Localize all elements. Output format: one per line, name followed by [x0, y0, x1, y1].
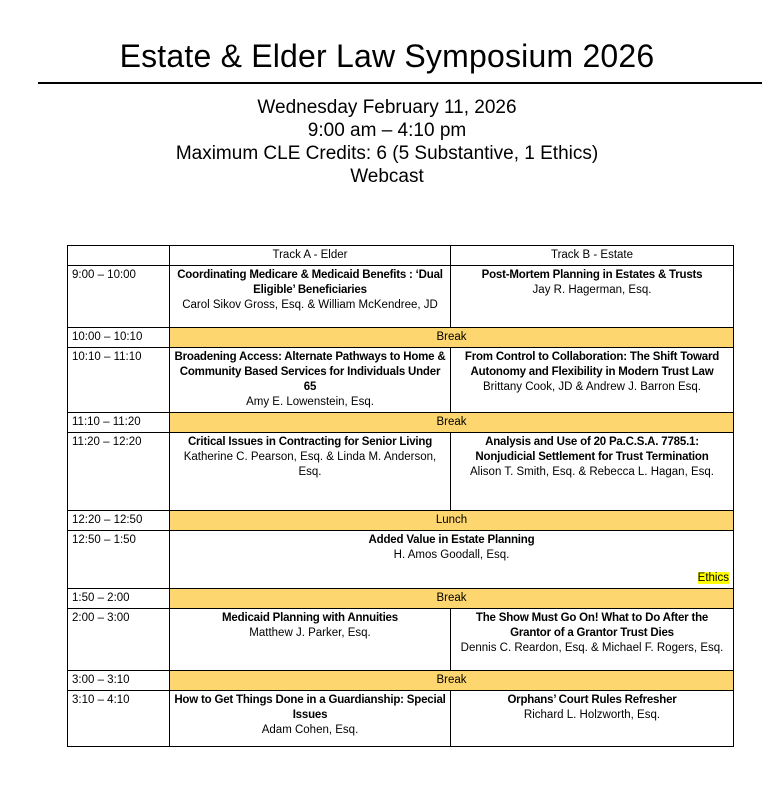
- session-title: The Show Must Go On! What to Do After the Grantor of a Grantor Trust Dies: [475, 612, 709, 639]
- session-track-a: [170, 266, 451, 328]
- time-header: [68, 246, 170, 266]
- time-slot: 9:00 – 10:00: [68, 266, 170, 328]
- table-row: [68, 691, 734, 747]
- time-slot: 1:50 – 2:00: [68, 589, 170, 609]
- title-divider: [38, 82, 762, 84]
- session-track-b: [451, 266, 734, 328]
- session-speaker: H. Amos Goodall, Esq.: [393, 549, 510, 561]
- cle-credits: Maximum CLE Credits: 6 (5 Substantive, 1 Ethics): [175, 143, 599, 164]
- session-track-b: [451, 691, 734, 747]
- session-speaker: Brittany Cook, JD & Andrew J. Barron Esq.: [483, 381, 701, 393]
- time-slot: 2:00 – 3:00: [68, 609, 170, 671]
- session-speaker: Amy E. Lowenstein, Esq.: [246, 396, 374, 408]
- session-title: From Control to Collaboration: The Shift Toward Autonomy and Flexibility in Modern Trust Law: [464, 351, 720, 378]
- page-title: Estate & Elder Law Symposium 2026: [119, 38, 655, 74]
- session-speaker: Carol Sikov Gross, Esq. & William McKendree, JD: [182, 299, 438, 311]
- session-speaker: Jay R. Hagerman, Esq.: [532, 284, 652, 296]
- event-date: Wednesday February 11, 2026: [257, 97, 517, 118]
- time-slot: 11:20 – 12:20: [68, 433, 170, 511]
- session-speaker: Dennis C. Reardon, Esq. & Michael F. Rogers, Esq.: [460, 642, 724, 654]
- session-title: Post-Mortem Planning in Estates & Trusts: [481, 269, 703, 281]
- table-row: [68, 413, 734, 433]
- session-speaker: Alison T. Smith, Esq. & Rebecca L. Hagan, Esq.: [470, 466, 714, 478]
- session-title: How to Get Things Done in a Guardianship: Special Issues: [174, 694, 446, 721]
- table-row: [68, 348, 734, 413]
- schedule-table: [67, 245, 734, 747]
- session-track-b: [451, 433, 734, 511]
- time-slot: 11:10 – 11:20: [68, 413, 170, 433]
- time-slot: 10:00 – 10:10: [68, 328, 170, 348]
- time-slot: 12:50 – 1:50: [68, 531, 170, 589]
- session-title: Orphans’ Court Rules Refresher: [507, 694, 677, 706]
- event-time: 9:00 am – 4:10 pm: [307, 120, 467, 141]
- table-row: [68, 531, 734, 589]
- session-track-a: [170, 433, 451, 511]
- break-cell: Break: [170, 413, 734, 433]
- session-title: Medicaid Planning with Annuities: [222, 612, 398, 624]
- time-slot: 3:10 – 4:10: [68, 691, 170, 747]
- session-track-b: [451, 609, 734, 671]
- table-row: [68, 266, 734, 328]
- track-b-header: Track B - Estate: [451, 246, 734, 266]
- event-format: Webcast: [350, 166, 424, 187]
- table-row: [68, 671, 734, 691]
- session-track-b: [451, 348, 734, 413]
- session-track-a: [170, 691, 451, 747]
- session-speaker: Katherine C. Pearson, Esq. & Linda M. Anderson, Esq.: [183, 451, 437, 478]
- session-track-a: [170, 348, 451, 413]
- session-title: Added Value in Estate Planning: [368, 534, 535, 546]
- session-plenary: [170, 531, 734, 589]
- event-info: [0, 96, 774, 188]
- session-track-a: [170, 609, 451, 671]
- session-title: Critical Issues in Contracting for Senior Living: [187, 436, 433, 448]
- table-row: [68, 589, 734, 609]
- table-row: [68, 609, 734, 671]
- time-slot: 10:10 – 11:10: [68, 348, 170, 413]
- session-speaker: Matthew J. Parker, Esq.: [249, 627, 371, 639]
- table-row: [68, 433, 734, 511]
- table-row: [68, 328, 734, 348]
- lunch-cell: Lunch: [170, 511, 734, 531]
- session-speaker: Adam Cohen, Esq.: [261, 724, 359, 736]
- time-slot: 12:20 – 12:50: [68, 511, 170, 531]
- track-a-header: Track A - Elder: [170, 246, 451, 266]
- break-cell: Break: [170, 589, 734, 609]
- table-header-row: [68, 246, 734, 266]
- break-cell: Break: [170, 328, 734, 348]
- session-title: Analysis and Use of 20 Pa.C.S.A. 7785.1: Nonjudicial Settlement for Trust Termination: [475, 436, 709, 463]
- break-cell: Break: [170, 671, 734, 691]
- session-title: Broadening Access: Alternate Pathways to Home & Community Based Services for Individuals Under 65: [174, 351, 446, 393]
- time-slot: 3:00 – 3:10: [68, 671, 170, 691]
- session-speaker: Richard L. Holzworth, Esq.: [523, 709, 661, 721]
- session-title: Coordinating Medicare & Medicaid Benefits : ‘Dual Eligible’ Beneficiaries: [177, 269, 443, 296]
- ethics-badge: Ethics: [697, 572, 729, 584]
- table-row: [68, 511, 734, 531]
